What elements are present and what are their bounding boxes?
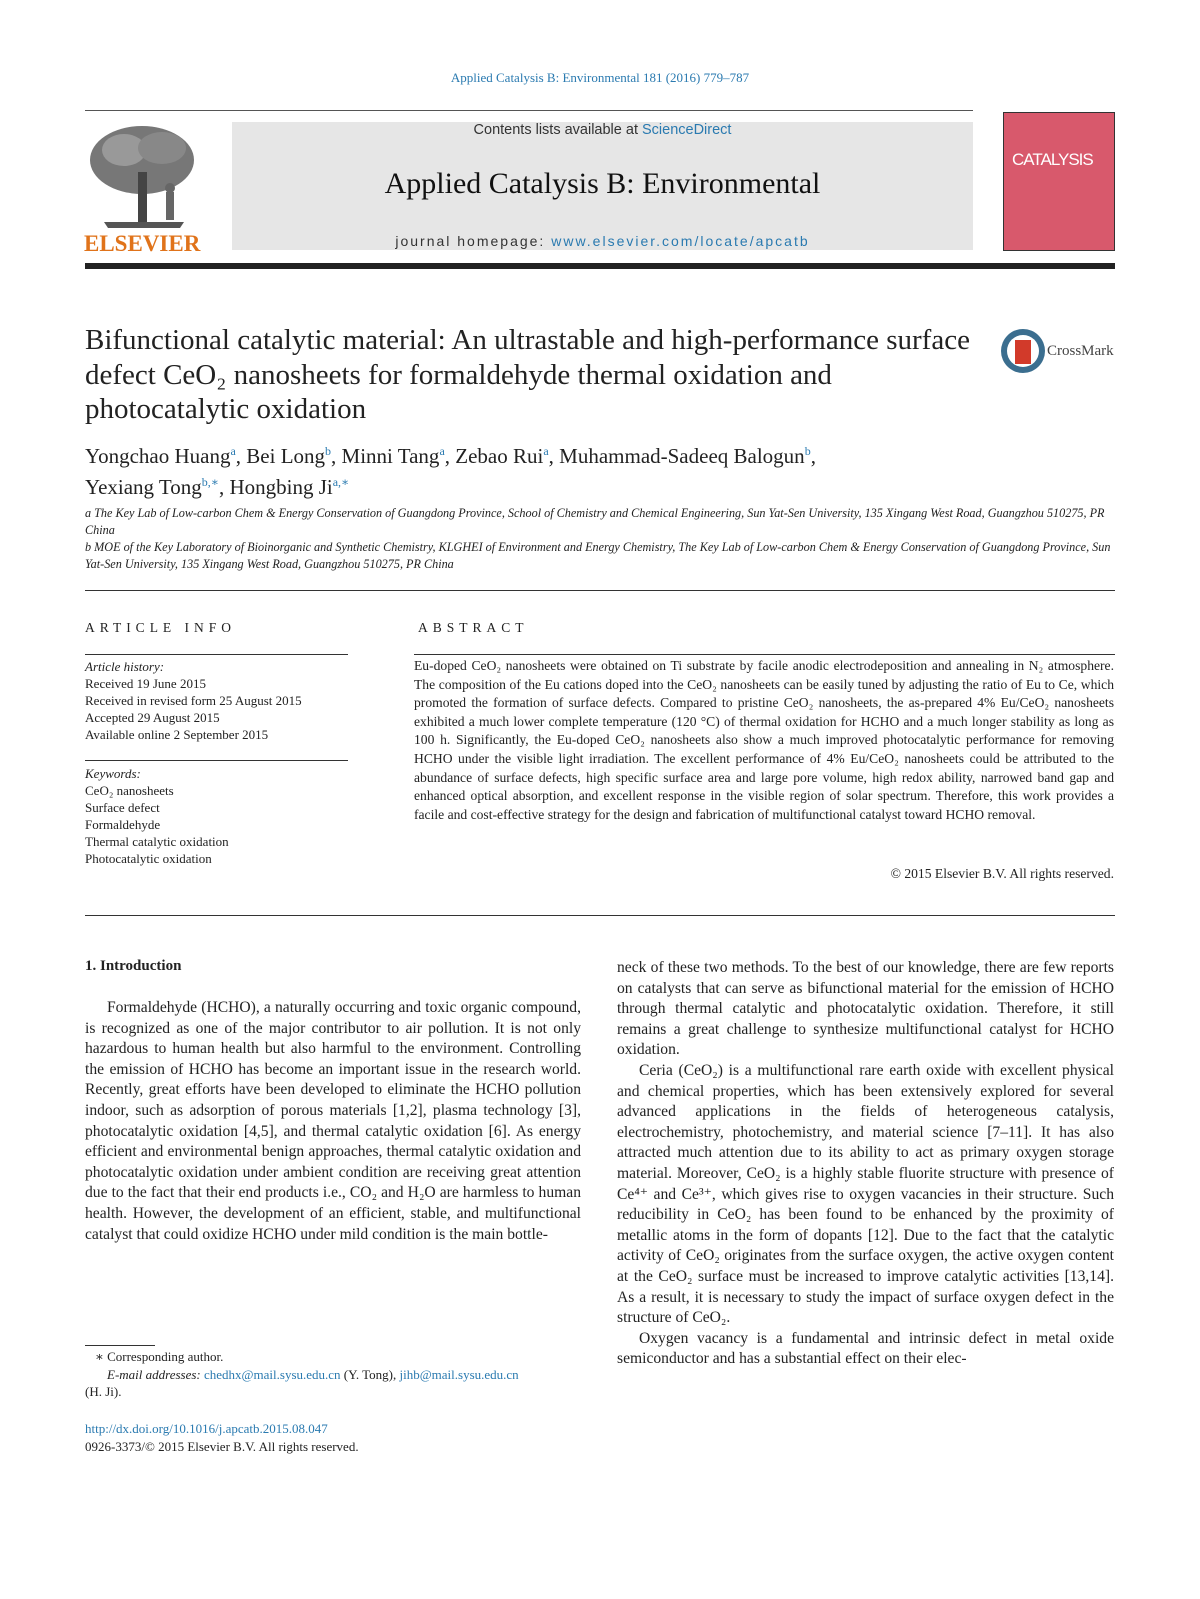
author-name: Yongchao Huang <box>85 444 231 468</box>
keyword-item: Formaldehyde <box>85 817 161 832</box>
author-name: Muhammad-Sadeeq Balogun <box>559 444 805 468</box>
intro-paragraph-4: Oxygen vacancy is a fundamental and intrinsic defect in metal oxide semiconductor and has a substantial effect on their elec- <box>617 1329 1114 1368</box>
author-name: Minni Tang <box>341 444 440 468</box>
history-item: Available online 2 September 2015 <box>85 727 269 742</box>
issn-line: 0926-3373/© 2015 Elsevier B.V. All rights reserved. <box>85 1438 359 1454</box>
author-name: Zebao Rui <box>455 444 544 468</box>
intro-left-column <box>85 998 581 1245</box>
cover-title: CATALYSIS <box>1012 150 1093 169</box>
history-item: Received in revised form 25 August 2015 <box>85 693 302 708</box>
homepage-link[interactable]: www.elsevier.com/locate/apcatb <box>551 233 810 249</box>
author-affiliation-mark[interactable]: a,∗ <box>332 475 350 489</box>
author-affiliation-mark[interactable]: b,∗ <box>201 475 219 489</box>
history-label: Article history: <box>85 659 165 674</box>
intro-heading: 1. Introduction <box>85 958 182 974</box>
journal-homepage: journal homepage: www.elsevier.com/locate/apcatb <box>395 233 810 249</box>
header-top-rule <box>85 110 973 111</box>
contents-line: Contents lists available at ScienceDirect <box>473 122 732 138</box>
section-rule <box>85 590 1115 591</box>
abstract-copyright: © 2015 Elsevier B.V. All rights reserved. <box>890 866 1114 881</box>
affiliation-b: b MOE of the Key Laboratory of Bioinorganic and Synthetic Chemistry, KLGHEI of Environment and Energy Chemistry, The Key Lab of Low-carbon Chem & Energy Conservation of Guangdong Province, Sun Yat-Sen University, 135 Xingang West Road, Guangzhou 510275, PR China <box>85 540 1111 571</box>
affiliation-a: a The Key Lab of Low-carbon Chem & Energy Conservation of Guangdong Province, School of Chemistry and Chemical Engineering, Sun Yat-Sen University, 135 Xingang West Road, Guangzhou 510275, PR China <box>85 506 1105 537</box>
keyword-item: Thermal catalytic oxidation <box>85 834 229 849</box>
history-item: Received 19 June 2015 <box>85 676 206 691</box>
intro-paragraph-1: Formaldehyde (HCHO), a naturally occurring and toxic organic compound, is recognized as one of the major contributor to air pollution. It is not only hazardous to human health but also harmful to the environment. Controlling the emission of HCHO has become an important issue in the research world. Recently, great efforts have been developed to eliminate the HCHO pollution indoor, such as adsorption of porous materials [1,2], plasma technology [3], photocatalytic oxidation [4,5], and thermal catalytic oxidation [6]. As energy efficient and environmental benign approaches, thermal catalytic oxidation and photocatalytic oxidation under ambient condition are receiving great attention due to the fact that their end products i.e., CO₂ and H₂O are harmless to human health. However, the development of an efficient, stable, and multifunctional catalyst that could oxidize HCHO under mild condition is the main bottle- <box>85 999 581 1243</box>
doi-link[interactable]: http://dx.doi.org/10.1016/j.apcatb.2015.08.047 <box>85 1421 328 1436</box>
keywords-label: Keywords: <box>85 766 141 781</box>
elsevier-tree-logo <box>84 122 206 230</box>
author-affiliation-mark[interactable]: a <box>439 444 445 458</box>
author-name: Yexiang Tong <box>85 475 202 499</box>
crossmark-icon[interactable] <box>1000 328 1046 374</box>
keyword-list <box>85 782 355 867</box>
publisher-logo-text: ELSEVIER <box>84 231 201 256</box>
footnote-rule <box>85 1345 155 1346</box>
article-title: Bifunctional catalytic material: An ultrastable and high-performance surface defect CeO₂ nanosheets for formaldehyde thermal oxidation and photocatalytic oxidation <box>85 324 970 425</box>
author-list <box>85 438 1115 500</box>
author-line-1: Yongchao Huang$^a$, Bei Long$^b$, Minni Tang$^a$, Zebao Rui$^a$, Muhammad-Sadeeq Balogun$^b$, <box>85 444 816 468</box>
keyword-item: CeO₂ nanosheets <box>85 783 174 798</box>
abstract-body: Eu-doped CeO₂ nanosheets were obtained on Ti substrate by facile anodic electrodeposition and annealing in N₂ atmosphere. The composition of the Eu cations doped into the CeO₂ nanosheets can be easily tuned by adjusting the ratio of Eu to Ce, which promoted the formation of surface defects. Compared to pristine CeO₂ nanosheets, the as-prepared 4% Eu/CeO₂ nanosheets exhibited a much lower complete temperature (120 °C) of thermal oxidation for HCHO and a much longer stability as long as 100 h. Significantly, the Eu-doped CeO₂ nanosheets also show a much improved photocatalytic performance for removing HCHO under the visible light irradiation. The excellent performance of 4% Eu/CeO₂ nanosheets could be attributed to the abundance of surface defects, high specific surface area and large pore volume, high redox ability, narrowed band gap and enhanced optical absorption, and excellent response in the visible region of solar spectrum. Therefore, this work provides a facile and cost-effective strategy for the design and fabrication of multifunctional catalyst toward HCHO removal. <box>414 658 1114 822</box>
header-thick-rule <box>85 263 1115 269</box>
footnote <box>85 1348 605 1401</box>
journal-citation[interactable]: Applied Catalysis B: Environmental 181 (2016) 779–787 <box>450 70 750 85</box>
sciencedirect-link[interactable]: ScienceDirect <box>642 122 732 138</box>
author-affiliation-mark[interactable]: b <box>325 444 332 458</box>
author-name: Bei Long <box>246 444 326 468</box>
keywords-block <box>85 765 355 867</box>
author-name: Hongbing Ji <box>229 475 333 499</box>
journal-cover[interactable] <box>1003 112 1115 251</box>
intro-paragraph-2: neck of these two methods. To the best of our knowledge, there are few reports on catalysts that can serve as bifunctional material for the emission of HCHO through thermal catalytic and photocatalytic oxidation. Therefore, it still remains a great challenge to synthesize multifunctional catalyst for HCHO oxidation. <box>617 959 1114 1059</box>
doi-block <box>85 1420 605 1455</box>
article-history <box>85 658 355 743</box>
email-owner-2: (H. Ji). <box>85 1384 122 1399</box>
history-item: Accepted 29 August 2015 <box>85 710 220 725</box>
history-list <box>85 675 355 743</box>
keyword-item: Photocatalytic oxidation <box>85 851 212 866</box>
intro-paragraph-3: Ceria (CeO₂) is a multifunctional rare earth oxide with excellent physical and chemical properties, which has been extensively explored for several advanced applications in the fields of heterogeneous catalysis, electrochemistry, photochemistry, and material science [7–11]. It has also attracted much attention due to its ability to act as primary oxygen storage material. Moreover, CeO₂ is a highly stable fluorite structure with presence of Ce⁴⁺ and Ce³⁺, which gives rise to oxygen vacancies in their structure. Such reducibility in CeO₂ has been found to be enhanced by the proximity of metallic atoms in the form of dopants [12]. Due to the fact that the catalytic activity of CeO₂ originates from the surface oxygen, the active oxygen content at the CeO₂ surface must be increased to improve catalytic activities [13,14]. As a result, it is necessary to study the impact of surface oxygen defect in the structure of CeO₂. <box>617 1061 1114 1327</box>
info-rule-1 <box>85 654 348 655</box>
email-line: E-mail addresses: chedhx@mail.sysu.edu.cn (Y. Tong), jihb@mail.sysu.edu.cn <box>107 1366 519 1382</box>
info-rule-2 <box>85 760 348 761</box>
author-affiliation-mark[interactable]: a <box>543 444 549 458</box>
author-affiliation-mark[interactable]: a <box>230 444 236 458</box>
email-link-2[interactable]: jihb@mail.sysu.edu.cn <box>399 1366 519 1382</box>
body-rule <box>85 915 1115 916</box>
crossmark-label[interactable]: CrossMark <box>1047 343 1114 359</box>
journal-name: Applied Catalysis B: Environmental <box>384 167 821 200</box>
corresponding-author-note: ∗ Corresponding author. <box>95 1349 224 1364</box>
keyword-item: Surface defect <box>85 800 160 815</box>
intro-right-column <box>617 958 1114 1370</box>
author-line-2: Yexiang Tong$^{b,∗}$, Hongbing $Ji^{a,∗}$ <box>85 475 350 499</box>
abstract-heading: ABSTRACT <box>418 620 529 635</box>
author-affiliation-mark[interactable]: b <box>804 444 811 458</box>
abstract-rule <box>414 654 1115 655</box>
article-info-heading: ARTICLE INFO <box>85 620 237 635</box>
email-link-1[interactable]: chedhx@mail.sysu.edu.cn <box>204 1366 341 1382</box>
